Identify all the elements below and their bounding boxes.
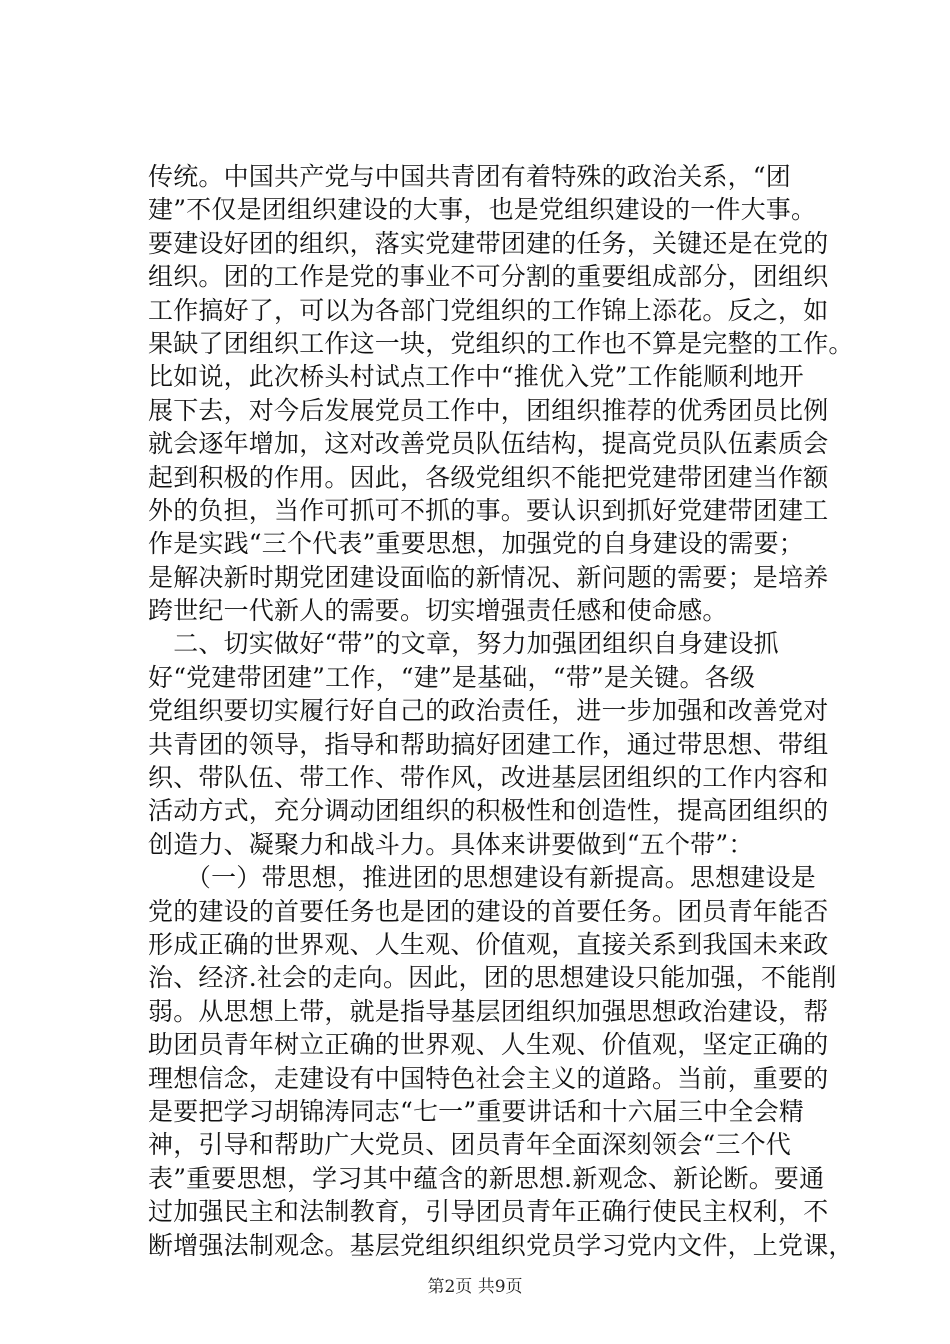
page-footer: 第2页 共9页: [427, 1277, 523, 1297]
text-line: 二、切实做好“带”的文章，努力加强团组织自身建设抓: [148, 629, 779, 659]
text-line: 工作搞好了，可以为各部门党组织的工作锦上添花。反之，如: [148, 295, 829, 325]
text-line: 跨世纪一代新人的需要。切实增强责任感和使命感。: [148, 596, 728, 626]
text-line: 要建设好团的组织，落实党建带团建的任务，关键还是在党的: [148, 228, 829, 258]
text-line: 织、带队伍、带工作、带作风，改进基层团组织的工作内容和: [148, 763, 829, 793]
text-line: 就会逐年增加，这对改善党员队伍结构，提高党员队伍素质会: [148, 429, 829, 459]
text-line: 治、经济.社会的走向。因此，团的思想建设只能加强，不能削: [148, 963, 837, 993]
text-line: 助团员青年树立正确的世界观、人生观、价值观，坚定正确的: [148, 1030, 829, 1060]
text-line: 弱。从思想上带，就是指导基层团组织加强思想政治建设，帮: [148, 996, 829, 1026]
text-line: 过加强民主和法制教育，引导团员青年正确行使民主权利，不: [148, 1197, 829, 1227]
text-line: 共青团的领导，指导和帮助搞好团建工作，通过带思想、带组: [148, 729, 829, 759]
text-line: 是解决新时期党团建设面临的新情况、新问题的需要；是培养: [148, 562, 829, 592]
text-line: 展下去，对今后发展党员工作中，团组织推荐的优秀团员比例: [148, 395, 829, 425]
text-line: 外的负担，当作可抓可不抓的事。要认识到抓好党建带团建工: [148, 495, 829, 525]
text-line: 党的建设的首要任务也是团的建设的首要任务。团员青年能否: [148, 896, 829, 926]
text-line: 组织。团的工作是党的事业不可分割的重要组成部分，团组织: [148, 262, 829, 292]
text-line: 神，引导和帮助广大党员、团员青年全面深刻领会“三个代: [148, 1130, 791, 1160]
text-line: 是要把学习胡锦涛同志“七一”重要讲话和十六届三中全会精: [148, 1096, 804, 1126]
text-line: 活动方式，充分调动团组织的积极性和创造性，提高团组织的: [148, 796, 829, 826]
text-line: （一）带思想，推进团的思想建设有新提高。思想建设是: [148, 863, 816, 893]
text-line: 果缺了团组织工作这一块，党组织的工作也不算是完整的工作。: [148, 328, 854, 358]
text-line: 起到积极的作用。因此，各级党组织不能把党建带团建当作额: [148, 462, 829, 492]
text-line: 断增强法制观念。基层党组织组织党员学习党内文件，上党课，: [148, 1230, 854, 1260]
text-line: 表”重要思想，学习其中蕴含的新思想.新观念、新论断。要通: [148, 1163, 825, 1193]
text-line: 创造力、凝聚力和战斗力。具体来讲要做到“五个带”：: [148, 829, 754, 859]
text-line: 比如说，此次桥头村试点工作中“推优入党”工作能顺利地开: [148, 362, 804, 392]
text-line: 形成正确的世界观、人生观、价值观，直接关系到我国未来政: [148, 929, 829, 959]
text-line: 党组织要切实履行好自己的政治责任，进一步加强和改善党对: [148, 696, 829, 726]
text-line: 建”不仅是团组织建设的大事，也是党组织建设的一件大事。: [148, 195, 817, 225]
text-line: 作是实践“三个代表”重要思想，加强党的自身建设的需要；: [148, 529, 804, 559]
text-line: 传统。中国共产党与中国共青团有着特殊的政治关系，“团: [148, 162, 791, 191]
document-body: [148, 160, 854, 1262]
text-line: 理想信念，走建设有中国特色社会主义的道路。当前，重要的: [148, 1063, 829, 1093]
text-line: 好“党建带团建”工作，“建”是基础，“带”是关键。各级: [148, 662, 756, 692]
